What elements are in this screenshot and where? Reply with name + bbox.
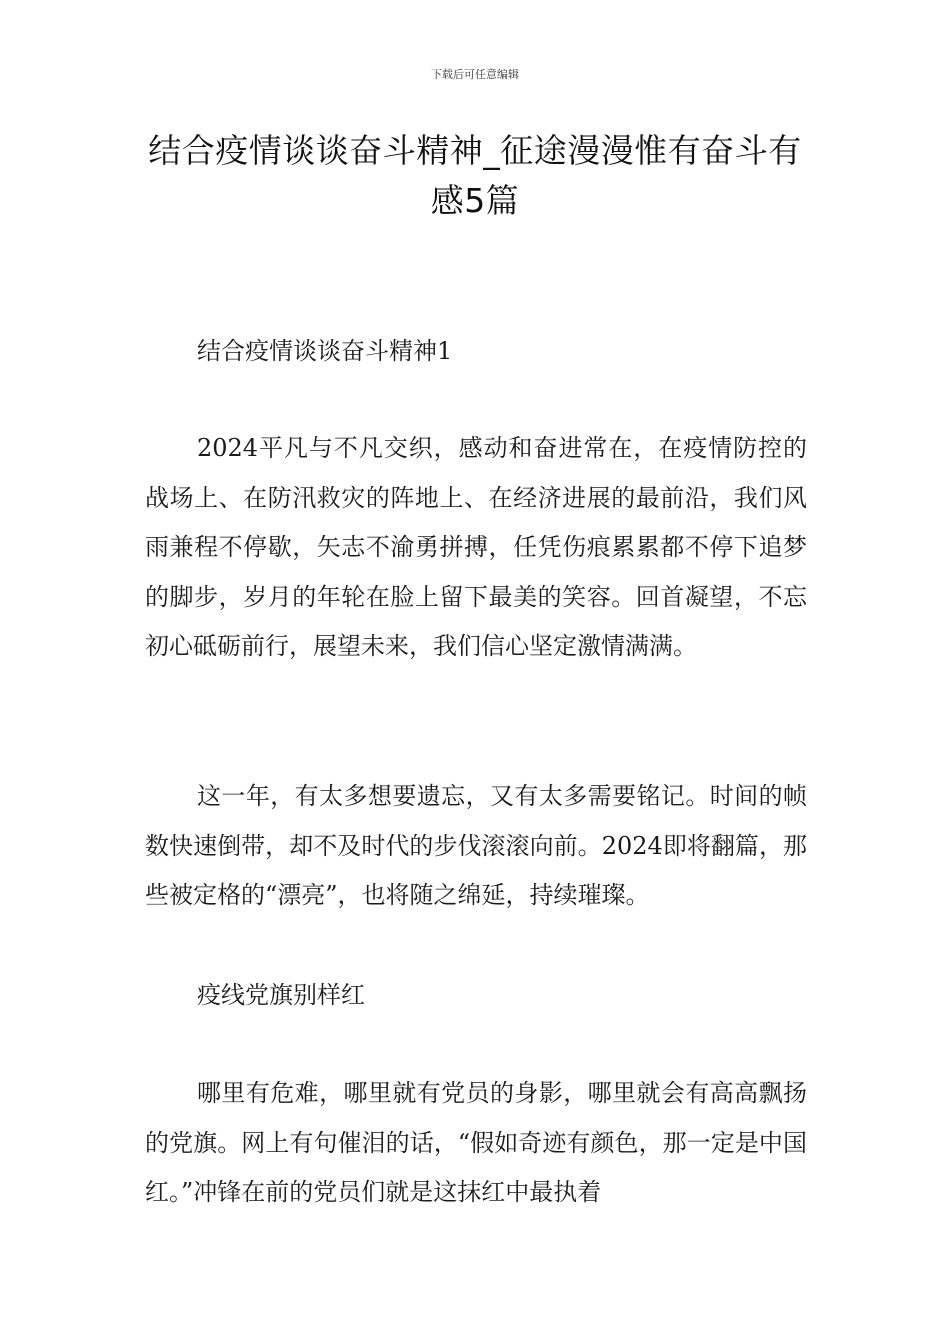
section-heading-1: 结合疫情谈谈奋斗精神1 [197, 337, 453, 365]
document-title: 结合疫情谈谈奋斗精神_征途漫漫惟有奋斗有感5篇 [148, 131, 802, 220]
header-note: 下载后可任意编辑 [431, 68, 519, 81]
paragraph-2: 这一年，有太多想要遗忘，又有太多需要铭记。时间的帧数快速倒带，却不及时代的步伐滚滚向前。2024即将翻篇，那些被定格的“漂亮”，也将随之绵延，持续璀璨。 [145, 782, 807, 910]
paragraph-3: 哪里有危难，哪里就有党员的身影，哪里就会有高高飘扬的党旗。网上有句催泪的话，“假如奇迹有颜色，那一定是中国红。”冲锋在前的党员们就是这抹红中最执着 [145, 1079, 807, 1207]
section-heading-2: 疫线党旗别样红 [197, 981, 365, 1009]
paragraph-1: 2024平凡与不凡交织，感动和奋进常在，在疫情防控的战场上、在防汛救灾的阵地上、在经济进展的最前沿，我们风雨兼程不停歇，矢志不渝勇拼搏，任凭伤痕累累都不停下追梦的脚步，岁月的年轮在脸上留下最美的笑容。回首凝望，不忘初心砥砺前行，展望未来，我们信心坚定激情满满。 [145, 434, 807, 661]
